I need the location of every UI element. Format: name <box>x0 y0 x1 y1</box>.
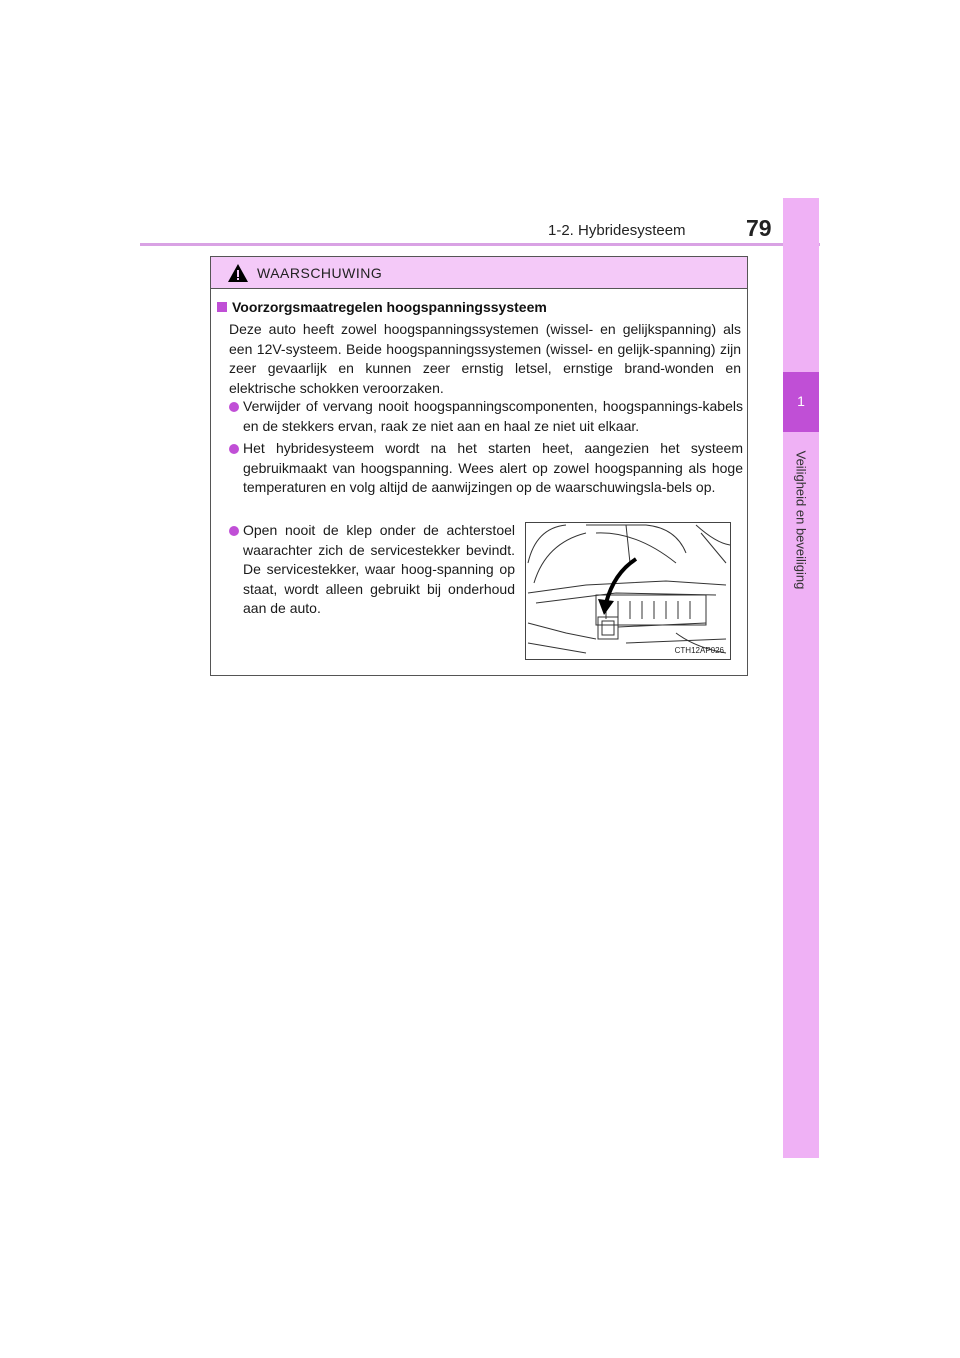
page-number: 79 <box>746 215 772 241</box>
square-bullet-icon <box>217 302 227 312</box>
bullet-dot-icon <box>229 402 239 412</box>
bullet-item <box>243 397 743 436</box>
bullet-dot-icon <box>229 526 239 536</box>
bullet-text: Verwijder of vervang nooit hoogspanningscomponenten, hoogspannings-kabels en de stekkers ervan, raak ze niet aan en haal ze niet uit elkaar. <box>243 398 743 434</box>
chapter-side-tab <box>783 198 819 1158</box>
section-title: 1-2. Hybridesysteem <box>548 222 686 239</box>
warning-triangle-icon <box>227 263 249 283</box>
warning-header <box>211 257 747 289</box>
bullet-text: Open nooit de klep onder de achterstoel waarachter zich de servicestekker bevindt. De servicestekker, waar hoog-spanning op staat, wordt alleen gebruikt bij onderhoud aan de auto. <box>243 522 515 616</box>
intro-paragraph: Deze auto heeft zowel hoogspanningssystemen (wissel- en gelijkspanning) als een 12V-systeem. Beide hoogspanningssystemen (wissel- en gelijk-spanning) zijn zeer gevaarlijk en kunnen zeer ernstig letsel, ernstige brand-wonden en elektrische schokken veroorzaken. <box>229 321 741 396</box>
bullet-item <box>243 521 515 619</box>
header-rule <box>140 243 820 246</box>
bullet-text: Het hybridesysteem wordt na het starten heet, aangezien het systeem gebruikmaakt van hoogspanning. Wees alert op zowel hoogspanning als hoge temperaturen en volg altijd de aanwijzingen op de waarschuwingsla-bels op. <box>243 440 743 495</box>
chapter-label: Veiligheid en beveiliging <box>793 450 809 590</box>
section-heading-text: Voorzorgsmaatregelen hoogspanningssysteem <box>232 299 547 315</box>
warning-box <box>210 256 748 676</box>
rear-seat-drawing <box>526 523 730 659</box>
section-heading <box>217 299 547 315</box>
chapter-number: 1 <box>797 393 805 409</box>
bullet-item <box>243 439 743 498</box>
figure-caption: CTH12AP026 <box>674 646 724 655</box>
rear-seat-illustration <box>525 522 731 660</box>
warning-title: WAARSCHUWING <box>257 264 383 281</box>
bullet-dot-icon <box>229 444 239 454</box>
